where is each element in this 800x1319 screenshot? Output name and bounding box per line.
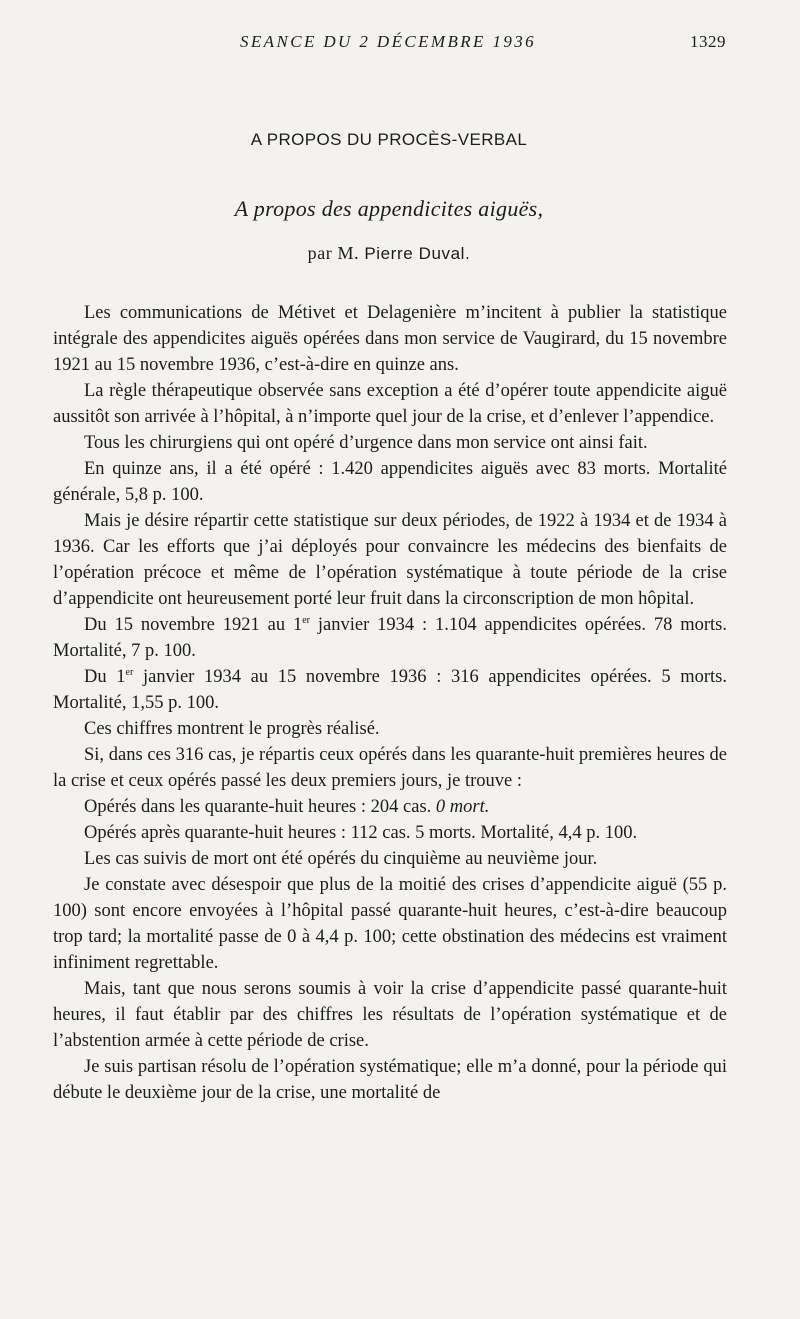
article-title: A propos des appendicites aiguës,	[234, 196, 544, 221]
paragraph: Mais, tant que nous serons soumis à voir la crise d’appendicite passé quarante-huit heures, il faut établir par des chiffres les résultats de l’opération systématique et de l’abstention armée à cette période de crise.	[53, 979, 727, 1051]
paragraph: Opérés après quarante-huit heures : 112 cas. 5 morts. Mortalité, 4,4 p. 100.	[84, 823, 638, 843]
paragraph: Les cas suivis de mort ont été opérés du cinquième au neuvième jour.	[84, 849, 598, 869]
paragraph: Si, dans ces 316 cas, je répartis ceux opérés dans les quarante-huit premières heures de la crise et ceux opérés passé les deux premiers jours, je trouve :	[53, 745, 727, 791]
running-title: SEANCE DU 2 DÉCEMBRE 1936	[240, 32, 537, 51]
section-heading: A PROPOS DU PROCÈS-VERBAL	[250, 130, 528, 149]
paragraph: Les communications de Métivet et Delagenière m’incitent à publier la statistique intégrale des appendicites aiguës opérées dans mon service de Vaugirard, du 15 novembre 1921 au 15 novembre 1936, c’est-à-dire en quinze ans.	[53, 303, 727, 375]
text-run: Du 15 novembre 1921 au 1	[84, 615, 303, 635]
paragraph: Je constate avec désespoir que plus de la moitié des crises d’appendicite aiguë (55 p. 100) sont encore envoyées à l’hôpital passé quarante-huit heures, c’est-à-dire beaucoup trop tard; la mortalité passe de 0 à 4,4 p. 100; cette obstination des médecins est vraiment infiniment regrettable.	[53, 875, 727, 973]
superscript: er	[125, 667, 134, 678]
paragraph: En quinze ans, il a été opéré : 1.420 appendicites aiguës avec 83 morts. Mortalité générale, 5,8 p. 100.	[53, 459, 727, 505]
text-run: Du 1	[84, 667, 126, 687]
paragraph	[53, 612, 727, 664]
article-body	[53, 300, 727, 1106]
text-run: Opérés dans les quarante-huit heures : 204 cas.	[84, 797, 436, 817]
paragraph	[53, 664, 727, 716]
text-run: janvier 1934 au 15 novembre 1936 : 316 appendicites opérées. 5 morts. Mortalité, 1,55 p. 100.	[53, 667, 727, 713]
paragraph: Ces chiffres montrent le progrès réalisé.	[84, 719, 380, 739]
paragraph: Mais je désire répartir cette statistique sur deux périodes, de 1922 à 1934 et de 1934 à 1936. Car les efforts que j’ai déployés pour convaincre les médecins des bienfaits de l’opération précoce et même de l’opération systématique à toute période de la crise d’appendicite ont heureusement porté leur fruit dans la circonscription de mon hôpital.	[53, 511, 727, 609]
page-number: 1329	[690, 32, 726, 51]
paragraph: Tous les chirurgiens qui ont opéré d’urgence dans mon service ont ainsi fait.	[84, 433, 648, 453]
superscript: er	[302, 615, 310, 626]
paragraph: La règle thérapeutique observée sans exception a été d’opérer toute appendicite aiguë aussitôt son arrivée à l’hôpital, à n’importe quel jour de la crise, et d’enlever l’appendice.	[53, 381, 727, 427]
byline	[0, 243, 778, 264]
author-name: Pierre Duval.	[364, 244, 471, 263]
paragraph	[53, 794, 727, 820]
text-run: janvier 1934 : 1.104 appendicites opérées. 78 morts. Mortalité, 7 p. 100.	[53, 615, 727, 661]
italic-text: 0 mort.	[435, 797, 490, 817]
paragraph: Je suis partisan résolu de l’opération systématique; elle m’a donné, pour la période qui débute le deuxième jour de la crise, une mortalité de	[53, 1057, 727, 1103]
running-head	[0, 32, 800, 56]
byline-prefix: par M.	[307, 243, 360, 263]
